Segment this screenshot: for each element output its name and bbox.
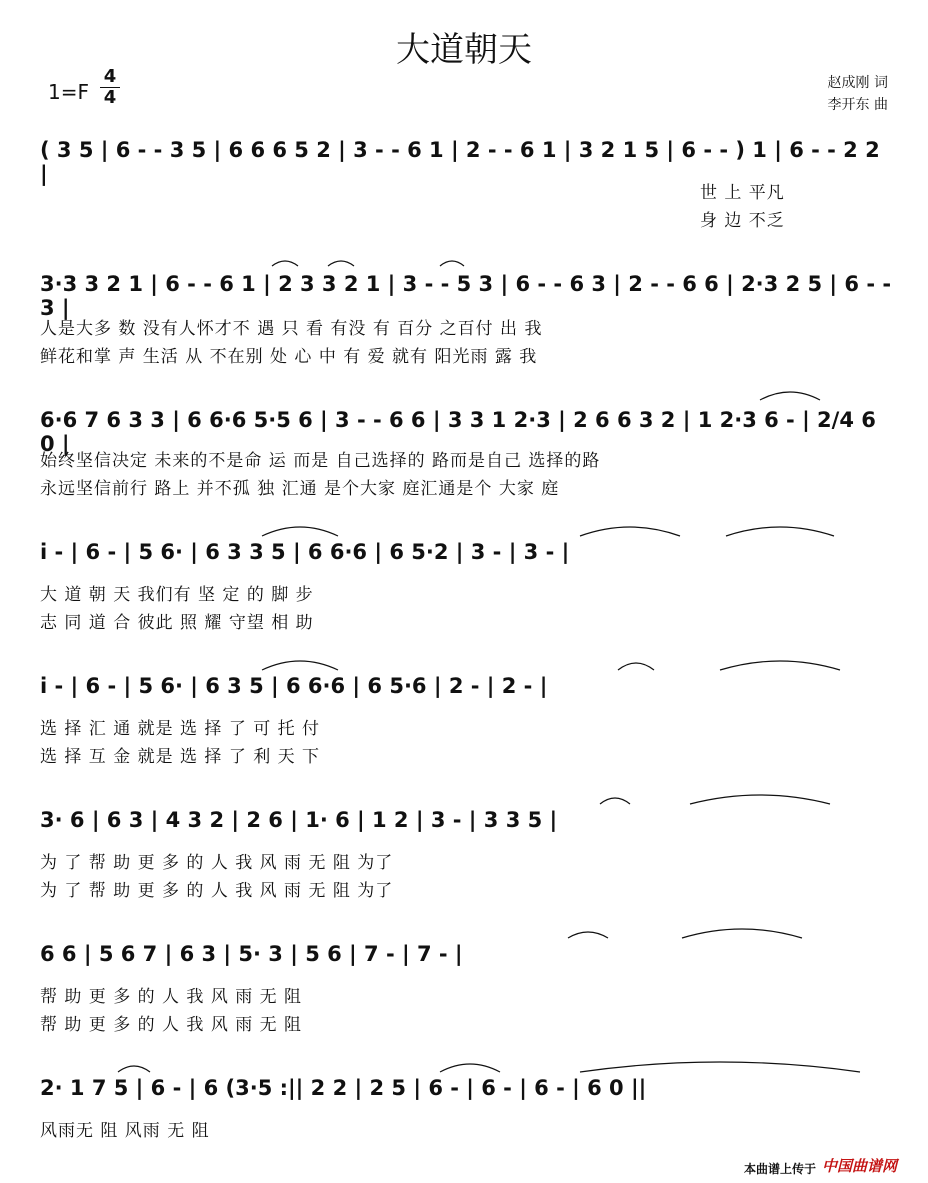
slur-7 [726, 527, 834, 536]
slur-2 [328, 261, 354, 266]
lyric-line-6-1: 为 了 帮 助 更 多 的 人 我 风 雨 无 阻 为了 [40, 853, 394, 873]
score-system-4: i - | 6 - | 5 6· | 6 3 3 5 | 6 6·6 | 6 5·2 | 3 - | 3 - | [40, 540, 570, 564]
lyricist-credit: 赵成刚 词 [827, 75, 888, 91]
lyric-line-6-2: 为 了 帮 助 更 多 的 人 我 风 雨 无 阻 为了 [40, 881, 394, 901]
slur-14 [682, 929, 802, 938]
lyric-line-4-2: 志 同 道 合 彼此 照 耀 守望 相 助 [40, 613, 314, 633]
slur-3 [440, 261, 464, 266]
lyric-line-2-1: 人是大多 数 没有人怀才不 遇 只 看 有没 有 百分 之百付 出 我 [40, 319, 543, 339]
slur-10 [720, 661, 840, 670]
lyric-line-5-1: 选 择 汇 通 就是 选 择 了 可 托 付 [40, 719, 321, 739]
site-logo: 中国曲谱网 [822, 1157, 898, 1175]
slur-6 [580, 527, 680, 536]
lyric-line-5-2: 选 择 互 金 就是 选 择 了 利 天 下 [40, 747, 321, 767]
slur-16 [440, 1064, 500, 1072]
lyric-line-8-1: 风雨无 阻 风雨 无 阻 [40, 1121, 210, 1141]
time-denominator: 4 [100, 87, 120, 107]
slur-17 [580, 1062, 860, 1072]
lyric-line-1-2: 身 边 不乏 [700, 211, 785, 231]
slur-8 [262, 661, 338, 670]
lyric-line-2-2: 鲜花和掌 声 生活 从 不在别 处 心 中 有 爱 就有 阳光雨 露 我 [40, 347, 538, 367]
time-numerator: 4 [103, 66, 117, 87]
slur-5 [262, 527, 338, 536]
footer-upload-note: 本曲谱上传于 [743, 1162, 816, 1176]
lyric-line-1-1: 世 上 平凡 [700, 183, 785, 203]
score-system-8: 2· 1 7 5 | 6 - | 6 (3·5 :|| 2 2 | 2 5 | 6 - | 6 - | 6 - | 6 0 || [40, 1076, 647, 1100]
lyric-line-3-1: 始终坚信决定 未来的不是命 运 而是 自己选择的 路而是自己 选择的路 [40, 451, 601, 471]
score-system-1: ( 3 5 | 6 - - 3 5 | 6 6 6 5 2 | 3 - - 6 1 | 2 - - 6 1 | 3 2 1 5 | 6 - - ) 1 | 6 - - 2 2 | [40, 138, 880, 186]
slur-11 [600, 798, 630, 804]
score-system-5: i - | 6 - | 5 6· | 6 3 5 | 6 6·6 | 6 5·6 | 2 - | 2 - | [40, 674, 548, 698]
slur-13 [568, 932, 608, 938]
slur-12 [690, 795, 830, 804]
score-system-6: 3· 6 | 6 3 | 4 3 2 | 2 6 | 1· 6 | 1 2 | 3 - | 3 3 5 | [40, 808, 558, 832]
lyric-line-7-1: 帮 助 更 多 的 人 我 风 雨 无 阻 [40, 987, 303, 1007]
lyric-line-3-2: 永远坚信前行 路上 并不孤 独 汇通 是个大家 庭汇通是个 大家 庭 [40, 479, 560, 499]
score-system-7: 6 6 | 5 6 7 | 6 3 | 5· 3 | 5 6 | 7 - | 7 - | [40, 942, 463, 966]
slur-9 [618, 663, 654, 670]
score-system-3: 6·6 7 6 3 3 | 6 6·6 5·5 6 | 3 - - 6 6 | 3 3 1 2·3 | 2 6 6 3 2 | 1 2·3 6 - | 2/4 6 0 | [40, 408, 876, 456]
song-title: 大道朝天 [396, 30, 532, 70]
score-system-2: 3·3 3 2 1 | 6 - - 6 1 | 2 3 3 2 1 | 3 - - 5 3 | 6 - - 6 3 | 2 - - 6 6 | 2·3 2 5 | 6 - - 3 | [40, 272, 892, 320]
slur-1 [272, 261, 298, 266]
key-signature: 1=F [48, 80, 89, 104]
lyric-line-4-1: 大 道 朝 天 我们有 坚 定 的 脚 步 [40, 585, 314, 605]
slur-15 [118, 1066, 150, 1072]
composer-credit: 李开东 曲 [827, 97, 888, 113]
slur-4 [760, 392, 820, 400]
lyric-line-7-2: 帮 助 更 多 的 人 我 风 雨 无 阻 [40, 1015, 303, 1035]
